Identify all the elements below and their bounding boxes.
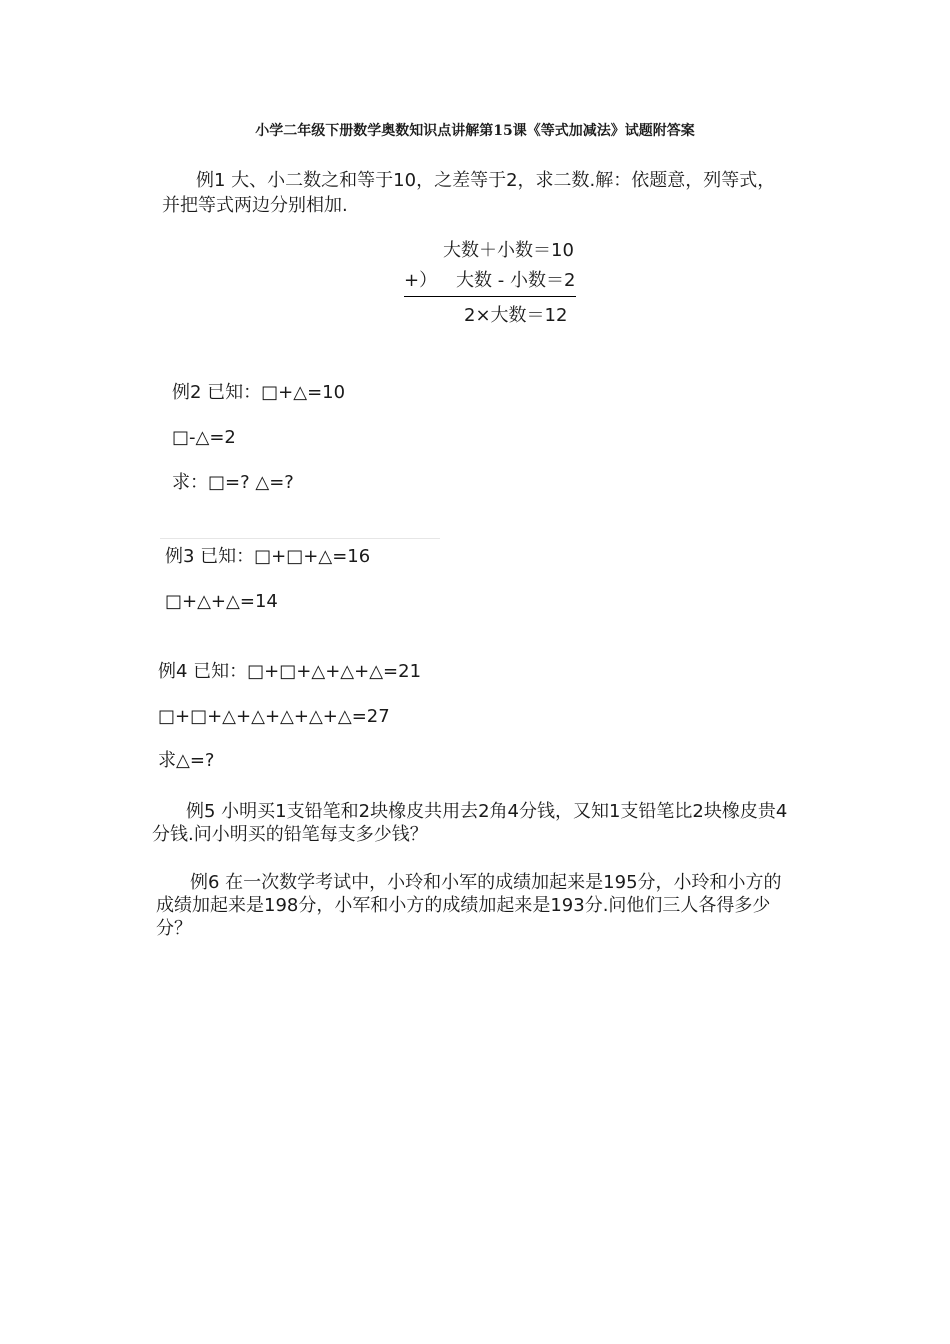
sum-rule <box>404 296 576 297</box>
equation-difference: 大数 - 小数＝2 <box>456 270 576 291</box>
example-2-line-2: □-△=2 <box>172 427 236 448</box>
example-2-line-1: 例2 已知：□+△=10 <box>172 382 346 403</box>
example-6-line-2: 成绩加起来是198分，小军和小方的成绩加起来是193分.问他们三人各得多少 <box>156 895 771 916</box>
example-3-line-1: 例3 已知：□+□+△=16 <box>165 546 371 567</box>
example-3-line-2: □+△+△=14 <box>165 591 278 612</box>
example-2-line-3: 求：□=? △=? <box>172 472 294 493</box>
example-4-line-3: 求△=? <box>158 750 215 771</box>
addition-operator: +） <box>404 270 438 291</box>
example-5-line-2: 分钱.问小明买的铅笔每支多少钱？ <box>152 824 428 845</box>
example-5-line-1: 例5 小明买1支铅笔和2块橡皮共用去2角4分钱，又知1支铅笔比2块橡皮贵4 <box>186 801 788 822</box>
faint-divider <box>160 538 440 539</box>
example-1-line-2: 并把等式两边分别相加. <box>162 195 348 216</box>
example-6-line-3: 分？ <box>156 918 192 939</box>
equation-sum: 大数＋小数＝10 <box>443 240 574 261</box>
page-title: 小学二年级下册数学奥数知识点讲解第15课《等式加减法》试题附答案 <box>255 123 695 139</box>
example-6-line-1: 例6 在一次数学考试中，小玲和小军的成绩加起来是195分，小玲和小方的 <box>190 872 782 893</box>
example-1-line-1: 例1 大、小二数之和等于10，之差等于2，求二数.解：依题意，列等式， <box>196 170 776 191</box>
equation-result: 2×大数＝12 <box>464 305 568 326</box>
example-4-line-2: □+□+△+△+△+△+△=27 <box>158 706 390 727</box>
example-4-line-1: 例4 已知：□+□+△+△+△=21 <box>158 661 422 682</box>
